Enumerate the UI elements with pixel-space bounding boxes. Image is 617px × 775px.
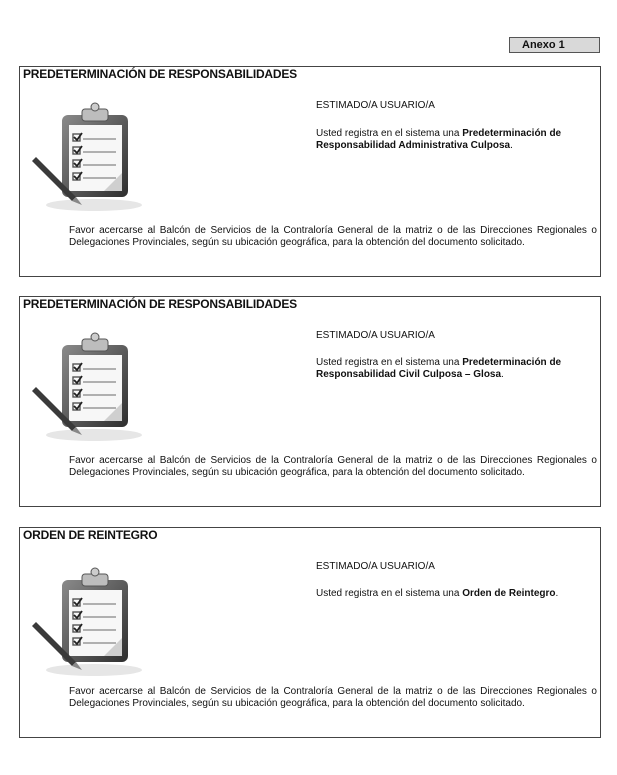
record-type: Predeterminación de Responsabilidad Administrativa Culposa — [316, 128, 562, 151]
message-prefix: Usted registra en el sistema una — [316, 128, 460, 139]
message-prefix: Usted registra en el sistema una — [316, 357, 460, 368]
record-type: Predeterminación de Responsabilidad Civil Culposa – Glosa — [316, 357, 562, 380]
panel-title: ORDEN DE REINTEGRO — [23, 528, 158, 542]
instruction-note: Favor acercarse al Balcón de Servicios de la Contraloría General de la matriz o de las Direcciones Regionales o Delegaciones Provinciales, según su ubicación geográfica, para la obtención del documento solicitado. — [69, 455, 597, 478]
clipboard-checklist-icon — [26, 566, 154, 678]
message — [316, 588, 576, 600]
annex-label: Anexo 1 — [509, 37, 600, 53]
clipboard-checklist-icon — [26, 101, 154, 213]
message — [316, 357, 586, 381]
greeting: ESTIMADO/A USUARIO/A — [316, 561, 435, 572]
greeting: ESTIMADO/A USUARIO/A — [316, 100, 435, 111]
instruction-note: Favor acercarse al Balcón de Servicios de la Contraloría General de la matriz o de las Direcciones Regionales o Delegaciones Provinciales, según su ubicación geográfica, para la obtención del documento solicitado. — [69, 686, 597, 709]
message-prefix: Usted registra en el sistema una — [316, 588, 460, 599]
panel-administrativa — [19, 66, 601, 277]
panel-civil — [19, 296, 601, 507]
instruction-note: Favor acercarse al Balcón de Servicios de la Contraloría General de la matriz o de las Direcciones Regionales o Delegaciones Provinciales, según su ubicación geográfica, para la obtención del documento solicitado. — [69, 225, 597, 248]
message-suffix: . — [501, 369, 504, 380]
panel-title: PREDETERMINACIÓN DE RESPONSABILIDADES — [23, 297, 297, 311]
clipboard-checklist-icon — [26, 331, 154, 443]
record-type: Orden de Reintegro — [462, 588, 556, 599]
panel-reintegro — [19, 527, 601, 738]
greeting: ESTIMADO/A USUARIO/A — [316, 330, 435, 341]
panel-title: PREDETERMINACIÓN DE RESPONSABILIDADES — [23, 67, 297, 81]
message-suffix: . — [555, 588, 559, 599]
message-suffix: . — [510, 140, 513, 151]
message — [316, 128, 586, 152]
